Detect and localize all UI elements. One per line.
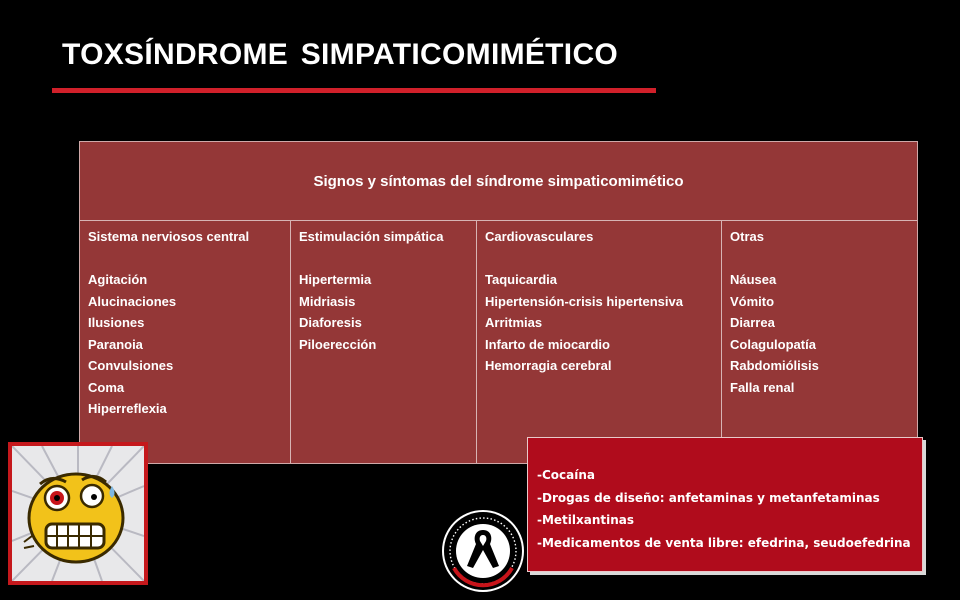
symptom-item: Colagulopatía bbox=[730, 336, 816, 352]
symptom-item: Hiperreflexia bbox=[88, 401, 167, 416]
table-column-cns bbox=[80, 221, 290, 463]
symptom-item: Vómito bbox=[730, 293, 775, 309]
column-heading: Estimulación simpática bbox=[299, 229, 444, 244]
symptom-item: Hemorragia cerebral bbox=[485, 358, 612, 373]
symptom-item: Midriasis bbox=[299, 293, 356, 309]
cause-item: -Medicamentos de venta libre: efedrina, seudoefedrina bbox=[537, 535, 911, 550]
slide-title: TOXSÍNDROME SIMPATICOMIMÉTICO bbox=[62, 38, 619, 71]
cause-item: -Drogas de diseño: anfetaminas y metanfetaminas bbox=[537, 490, 880, 505]
symptom-item: Falla renal bbox=[730, 379, 795, 395]
symptom-item: Náusea bbox=[730, 272, 777, 287]
symptom-item: Infarto de miocardio bbox=[485, 336, 610, 352]
symptom-item: Hipertensión-crisis hipertensiva bbox=[485, 293, 683, 309]
scared-face-image bbox=[8, 442, 148, 585]
symptom-item: Convulsiones bbox=[88, 358, 174, 373]
symptom-item: Diaforesis bbox=[299, 315, 362, 330]
symptom-item: Paranoia bbox=[88, 336, 143, 352]
scared-face-icon bbox=[12, 446, 144, 581]
symptom-item: Alucinaciones bbox=[88, 293, 177, 309]
column-heading: Sistema nerviosos central bbox=[88, 229, 250, 244]
symptom-item: Taquicardia bbox=[485, 272, 558, 287]
causes-box bbox=[527, 437, 923, 572]
table-column-cardiovascular bbox=[476, 221, 721, 463]
symptom-item: Ilusiones bbox=[88, 315, 145, 330]
column-heading: Cardiovasculares bbox=[485, 229, 594, 244]
table-column-other bbox=[721, 221, 917, 463]
symptom-item: Rabdomiólisis bbox=[730, 358, 819, 373]
table-column-sympathetic bbox=[290, 221, 476, 463]
title-underline bbox=[52, 88, 656, 93]
cause-item: -Metilxantinas bbox=[537, 513, 635, 527]
table-header: Signos y síntomas del síndrome simpaticomimético bbox=[80, 142, 917, 221]
column-heading: Otras bbox=[730, 229, 764, 244]
symptom-item: Piloerección bbox=[299, 336, 377, 352]
symptom-item: Coma bbox=[88, 379, 125, 395]
black-ribbon-badge-icon bbox=[440, 508, 526, 594]
symptom-item: Arritmias bbox=[485, 315, 543, 330]
symptom-item: Diarrea bbox=[730, 315, 775, 330]
cause-item: -Cocaína bbox=[537, 468, 595, 482]
symptom-item: Hipertermia bbox=[299, 272, 372, 287]
symptoms-table bbox=[79, 141, 918, 464]
symptom-item: Agitación bbox=[88, 272, 148, 287]
